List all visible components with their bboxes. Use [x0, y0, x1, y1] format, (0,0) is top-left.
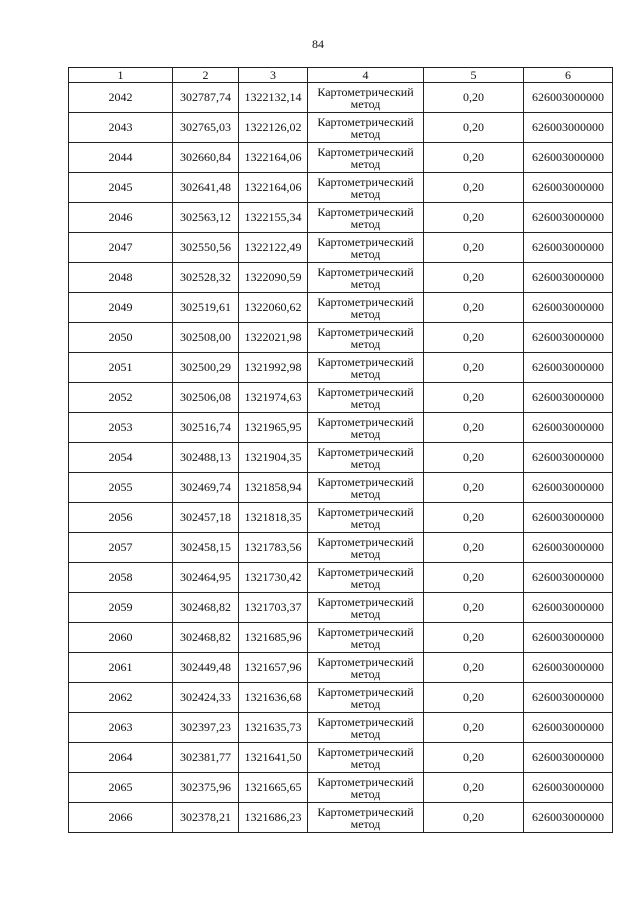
accuracy-cell: 0,20: [424, 173, 524, 203]
code-cell: 626003000000: [524, 683, 613, 713]
x-coordinate-cell: 302468,82: [173, 593, 239, 623]
method-cell: [308, 743, 424, 773]
method-line-2: метод: [350, 396, 381, 411]
point-number-cell: 2055: [69, 473, 173, 503]
point-number-cell: 2064: [69, 743, 173, 773]
x-coordinate-cell: 302378,21: [173, 803, 239, 833]
column-header: 4: [308, 68, 424, 83]
x-coordinate-cell: 302458,15: [173, 533, 239, 563]
x-coordinate-cell: 302488,13: [173, 443, 239, 473]
accuracy-cell: 0,20: [424, 113, 524, 143]
x-coordinate-cell: 302375,96: [173, 773, 239, 803]
method-line-1: Картометрический: [317, 624, 414, 639]
y-coordinate-cell: 1321686,23: [239, 803, 308, 833]
code-cell: 626003000000: [524, 473, 613, 503]
table-header-row: [69, 68, 613, 83]
table-row: [69, 83, 613, 113]
method-line-1: Картометрический: [317, 564, 414, 579]
x-coordinate-cell: 302550,56: [173, 233, 239, 263]
method-line-2: метод: [350, 336, 381, 351]
method-line-2: метод: [350, 366, 381, 381]
accuracy-cell: 0,20: [424, 83, 524, 113]
column-header: 2: [173, 68, 239, 83]
code-cell: 626003000000: [524, 773, 613, 803]
method-line-2: метод: [350, 816, 381, 831]
table-row: [69, 203, 613, 233]
table-row: [69, 743, 613, 773]
method-cell: [308, 323, 424, 353]
point-number-cell: 2056: [69, 503, 173, 533]
method-line-1: Картометрический: [317, 774, 414, 789]
code-cell: 626003000000: [524, 353, 613, 383]
method-line-1: Картометрический: [317, 174, 414, 189]
table-row: [69, 713, 613, 743]
method-line-1: Картометрический: [317, 744, 414, 759]
y-coordinate-cell: 1321641,50: [239, 743, 308, 773]
y-coordinate-cell: 1321783,56: [239, 533, 308, 563]
point-number-cell: 2054: [69, 443, 173, 473]
point-number-cell: 2057: [69, 533, 173, 563]
y-coordinate-cell: 1322126,02: [239, 113, 308, 143]
code-cell: 626003000000: [524, 533, 613, 563]
y-coordinate-cell: 1321992,98: [239, 353, 308, 383]
x-coordinate-cell: 302449,48: [173, 653, 239, 683]
y-coordinate-cell: 1322164,06: [239, 173, 308, 203]
code-cell: 626003000000: [524, 383, 613, 413]
method-line-1: Картометрический: [317, 504, 414, 519]
x-coordinate-cell: 302519,61: [173, 293, 239, 323]
column-header: 5: [424, 68, 524, 83]
table-row: [69, 293, 613, 323]
point-number-cell: 2046: [69, 203, 173, 233]
point-number-cell: 2063: [69, 713, 173, 743]
method-line-2: метод: [350, 516, 381, 531]
accuracy-cell: 0,20: [424, 593, 524, 623]
code-cell: 626003000000: [524, 173, 613, 203]
method-cell: [308, 263, 424, 293]
method-line-2: метод: [350, 96, 381, 111]
y-coordinate-cell: 1321636,68: [239, 683, 308, 713]
method-line-1: Картометрический: [317, 324, 414, 339]
method-line-2: метод: [350, 636, 381, 651]
accuracy-cell: 0,20: [424, 473, 524, 503]
method-line-2: метод: [350, 276, 381, 291]
method-line-1: Картометрический: [317, 384, 414, 399]
x-coordinate-cell: 302641,48: [173, 173, 239, 203]
x-coordinate-cell: 302787,74: [173, 83, 239, 113]
method-cell: [308, 83, 424, 113]
code-cell: 626003000000: [524, 503, 613, 533]
table-row: [69, 533, 613, 563]
accuracy-cell: 0,20: [424, 413, 524, 443]
point-number-cell: 2052: [69, 383, 173, 413]
method-line-2: метод: [350, 456, 381, 471]
accuracy-cell: 0,20: [424, 443, 524, 473]
method-line-2: метод: [350, 126, 381, 141]
method-cell: [308, 353, 424, 383]
method-line-1: Картометрический: [317, 444, 414, 459]
x-coordinate-cell: 302508,00: [173, 323, 239, 353]
accuracy-cell: 0,20: [424, 233, 524, 263]
table-row: [69, 323, 613, 353]
accuracy-cell: 0,20: [424, 263, 524, 293]
method-line-1: Картометрический: [317, 684, 414, 699]
accuracy-cell: 0,20: [424, 713, 524, 743]
method-cell: [308, 113, 424, 143]
table-row: [69, 143, 613, 173]
point-number-cell: 2058: [69, 563, 173, 593]
x-coordinate-cell: 302457,18: [173, 503, 239, 533]
point-number-cell: 2049: [69, 293, 173, 323]
accuracy-cell: 0,20: [424, 773, 524, 803]
method-line-1: Картометрический: [317, 204, 414, 219]
accuracy-cell: 0,20: [424, 743, 524, 773]
y-coordinate-cell: 1322090,59: [239, 263, 308, 293]
accuracy-cell: 0,20: [424, 803, 524, 833]
method-cell: [308, 203, 424, 233]
method-cell: [308, 143, 424, 173]
method-line-1: Картометрический: [317, 354, 414, 369]
method-line-1: Картометрический: [317, 234, 414, 249]
table-row: [69, 683, 613, 713]
x-coordinate-cell: 302397,23: [173, 713, 239, 743]
code-cell: 626003000000: [524, 653, 613, 683]
accuracy-cell: 0,20: [424, 353, 524, 383]
method-line-2: метод: [350, 666, 381, 681]
method-cell: [308, 803, 424, 833]
method-line-2: метод: [350, 696, 381, 711]
accuracy-cell: 0,20: [424, 533, 524, 563]
table-row: [69, 563, 613, 593]
point-number-cell: 2061: [69, 653, 173, 683]
accuracy-cell: 0,20: [424, 563, 524, 593]
code-cell: 626003000000: [524, 623, 613, 653]
method-line-2: метод: [350, 246, 381, 261]
method-line-2: метод: [350, 306, 381, 321]
y-coordinate-cell: 1321904,35: [239, 443, 308, 473]
method-line-2: метод: [350, 786, 381, 801]
x-coordinate-cell: 302424,33: [173, 683, 239, 713]
table-row: [69, 803, 613, 833]
method-line-1: Картометрический: [317, 414, 414, 429]
method-line-2: метод: [350, 186, 381, 201]
x-coordinate-cell: 302563,12: [173, 203, 239, 233]
accuracy-cell: 0,20: [424, 683, 524, 713]
method-line-2: метод: [350, 546, 381, 561]
method-cell: [308, 683, 424, 713]
table-row: [69, 623, 613, 653]
y-coordinate-cell: 1321818,35: [239, 503, 308, 533]
y-coordinate-cell: 1321965,95: [239, 413, 308, 443]
method-line-2: метод: [350, 426, 381, 441]
y-coordinate-cell: 1321665,65: [239, 773, 308, 803]
method-cell: [308, 503, 424, 533]
point-number-cell: 2053: [69, 413, 173, 443]
method-cell: [308, 563, 424, 593]
method-line-1: Картометрический: [317, 714, 414, 729]
accuracy-cell: 0,20: [424, 143, 524, 173]
y-coordinate-cell: 1321657,96: [239, 653, 308, 683]
method-line-2: метод: [350, 606, 381, 621]
y-coordinate-cell: 1322164,06: [239, 143, 308, 173]
y-coordinate-cell: 1321703,37: [239, 593, 308, 623]
y-coordinate-cell: 1322122,49: [239, 233, 308, 263]
coordinates-table: [68, 67, 613, 833]
x-coordinate-cell: 302506,08: [173, 383, 239, 413]
point-number-cell: 2045: [69, 173, 173, 203]
code-cell: 626003000000: [524, 263, 613, 293]
point-number-cell: 2050: [69, 323, 173, 353]
method-line-1: Картометрический: [317, 804, 414, 819]
method-line-1: Картометрический: [317, 84, 414, 99]
y-coordinate-cell: 1321730,42: [239, 563, 308, 593]
code-cell: 626003000000: [524, 83, 613, 113]
table-row: [69, 173, 613, 203]
code-cell: 626003000000: [524, 113, 613, 143]
method-cell: [308, 173, 424, 203]
point-number-cell: 2060: [69, 623, 173, 653]
code-cell: 626003000000: [524, 443, 613, 473]
method-cell: [308, 413, 424, 443]
code-cell: 626003000000: [524, 233, 613, 263]
method-line-1: Картометрический: [317, 294, 414, 309]
method-cell: [308, 443, 424, 473]
accuracy-cell: 0,20: [424, 623, 524, 653]
code-cell: 626003000000: [524, 143, 613, 173]
accuracy-cell: 0,20: [424, 203, 524, 233]
table-row: [69, 263, 613, 293]
table-row: [69, 443, 613, 473]
method-cell: [308, 713, 424, 743]
point-number-cell: 2047: [69, 233, 173, 263]
y-coordinate-cell: 1321635,73: [239, 713, 308, 743]
accuracy-cell: 0,20: [424, 653, 524, 683]
point-number-cell: 2051: [69, 353, 173, 383]
method-cell: [308, 383, 424, 413]
y-coordinate-cell: 1322021,98: [239, 323, 308, 353]
method-line-2: метод: [350, 486, 381, 501]
x-coordinate-cell: 302468,82: [173, 623, 239, 653]
point-number-cell: 2042: [69, 83, 173, 113]
method-cell: [308, 473, 424, 503]
page-number: 84: [312, 37, 324, 51]
x-coordinate-cell: 302381,77: [173, 743, 239, 773]
method-cell: [308, 593, 424, 623]
method-line-1: Картометрический: [317, 474, 414, 489]
code-cell: 626003000000: [524, 413, 613, 443]
method-line-2: метод: [350, 756, 381, 771]
method-line-1: Картометрический: [317, 654, 414, 669]
code-cell: 626003000000: [524, 203, 613, 233]
column-header: 6: [524, 68, 613, 83]
table-row: [69, 353, 613, 383]
code-cell: 626003000000: [524, 563, 613, 593]
x-coordinate-cell: 302500,29: [173, 353, 239, 383]
code-cell: 626003000000: [524, 743, 613, 773]
method-line-1: Картометрический: [317, 594, 414, 609]
table-row: [69, 503, 613, 533]
method-line-2: метод: [350, 156, 381, 171]
method-line-1: Картометрический: [317, 264, 414, 279]
method-cell: [308, 653, 424, 683]
point-number-cell: 2065: [69, 773, 173, 803]
table-row: [69, 653, 613, 683]
x-coordinate-cell: 302660,84: [173, 143, 239, 173]
accuracy-cell: 0,20: [424, 383, 524, 413]
table-row: [69, 773, 613, 803]
method-line-1: Картометрический: [317, 114, 414, 129]
table-row: [69, 593, 613, 623]
method-line-2: метод: [350, 726, 381, 741]
method-line-1: Картометрический: [317, 534, 414, 549]
x-coordinate-cell: 302528,32: [173, 263, 239, 293]
code-cell: 626003000000: [524, 713, 613, 743]
x-coordinate-cell: 302469,74: [173, 473, 239, 503]
column-header: 3: [239, 68, 308, 83]
method-cell: [308, 233, 424, 263]
method-line-1: Картометрический: [317, 144, 414, 159]
table-row: [69, 383, 613, 413]
code-cell: 626003000000: [524, 293, 613, 323]
point-number-cell: 2044: [69, 143, 173, 173]
code-cell: 626003000000: [524, 593, 613, 623]
accuracy-cell: 0,20: [424, 503, 524, 533]
x-coordinate-cell: 302464,95: [173, 563, 239, 593]
table-row: [69, 233, 613, 263]
y-coordinate-cell: 1322132,14: [239, 83, 308, 113]
point-number-cell: 2059: [69, 593, 173, 623]
point-number-cell: 2062: [69, 683, 173, 713]
method-line-2: метод: [350, 576, 381, 591]
method-line-2: метод: [350, 216, 381, 231]
code-cell: 626003000000: [524, 323, 613, 353]
y-coordinate-cell: 1322060,62: [239, 293, 308, 323]
accuracy-cell: 0,20: [424, 323, 524, 353]
table-row: [69, 413, 613, 443]
method-cell: [308, 293, 424, 323]
code-cell: 626003000000: [524, 803, 613, 833]
table-row: [69, 113, 613, 143]
point-number-cell: 2043: [69, 113, 173, 143]
method-cell: [308, 773, 424, 803]
point-number-cell: 2066: [69, 803, 173, 833]
accuracy-cell: 0,20: [424, 293, 524, 323]
method-cell: [308, 533, 424, 563]
point-number-cell: 2048: [69, 263, 173, 293]
y-coordinate-cell: 1321685,96: [239, 623, 308, 653]
x-coordinate-cell: 302765,03: [173, 113, 239, 143]
y-coordinate-cell: 1322155,34: [239, 203, 308, 233]
y-coordinate-cell: 1321858,94: [239, 473, 308, 503]
table-row: [69, 473, 613, 503]
x-coordinate-cell: 302516,74: [173, 413, 239, 443]
column-header: 1: [69, 68, 173, 83]
method-cell: [308, 623, 424, 653]
y-coordinate-cell: 1321974,63: [239, 383, 308, 413]
